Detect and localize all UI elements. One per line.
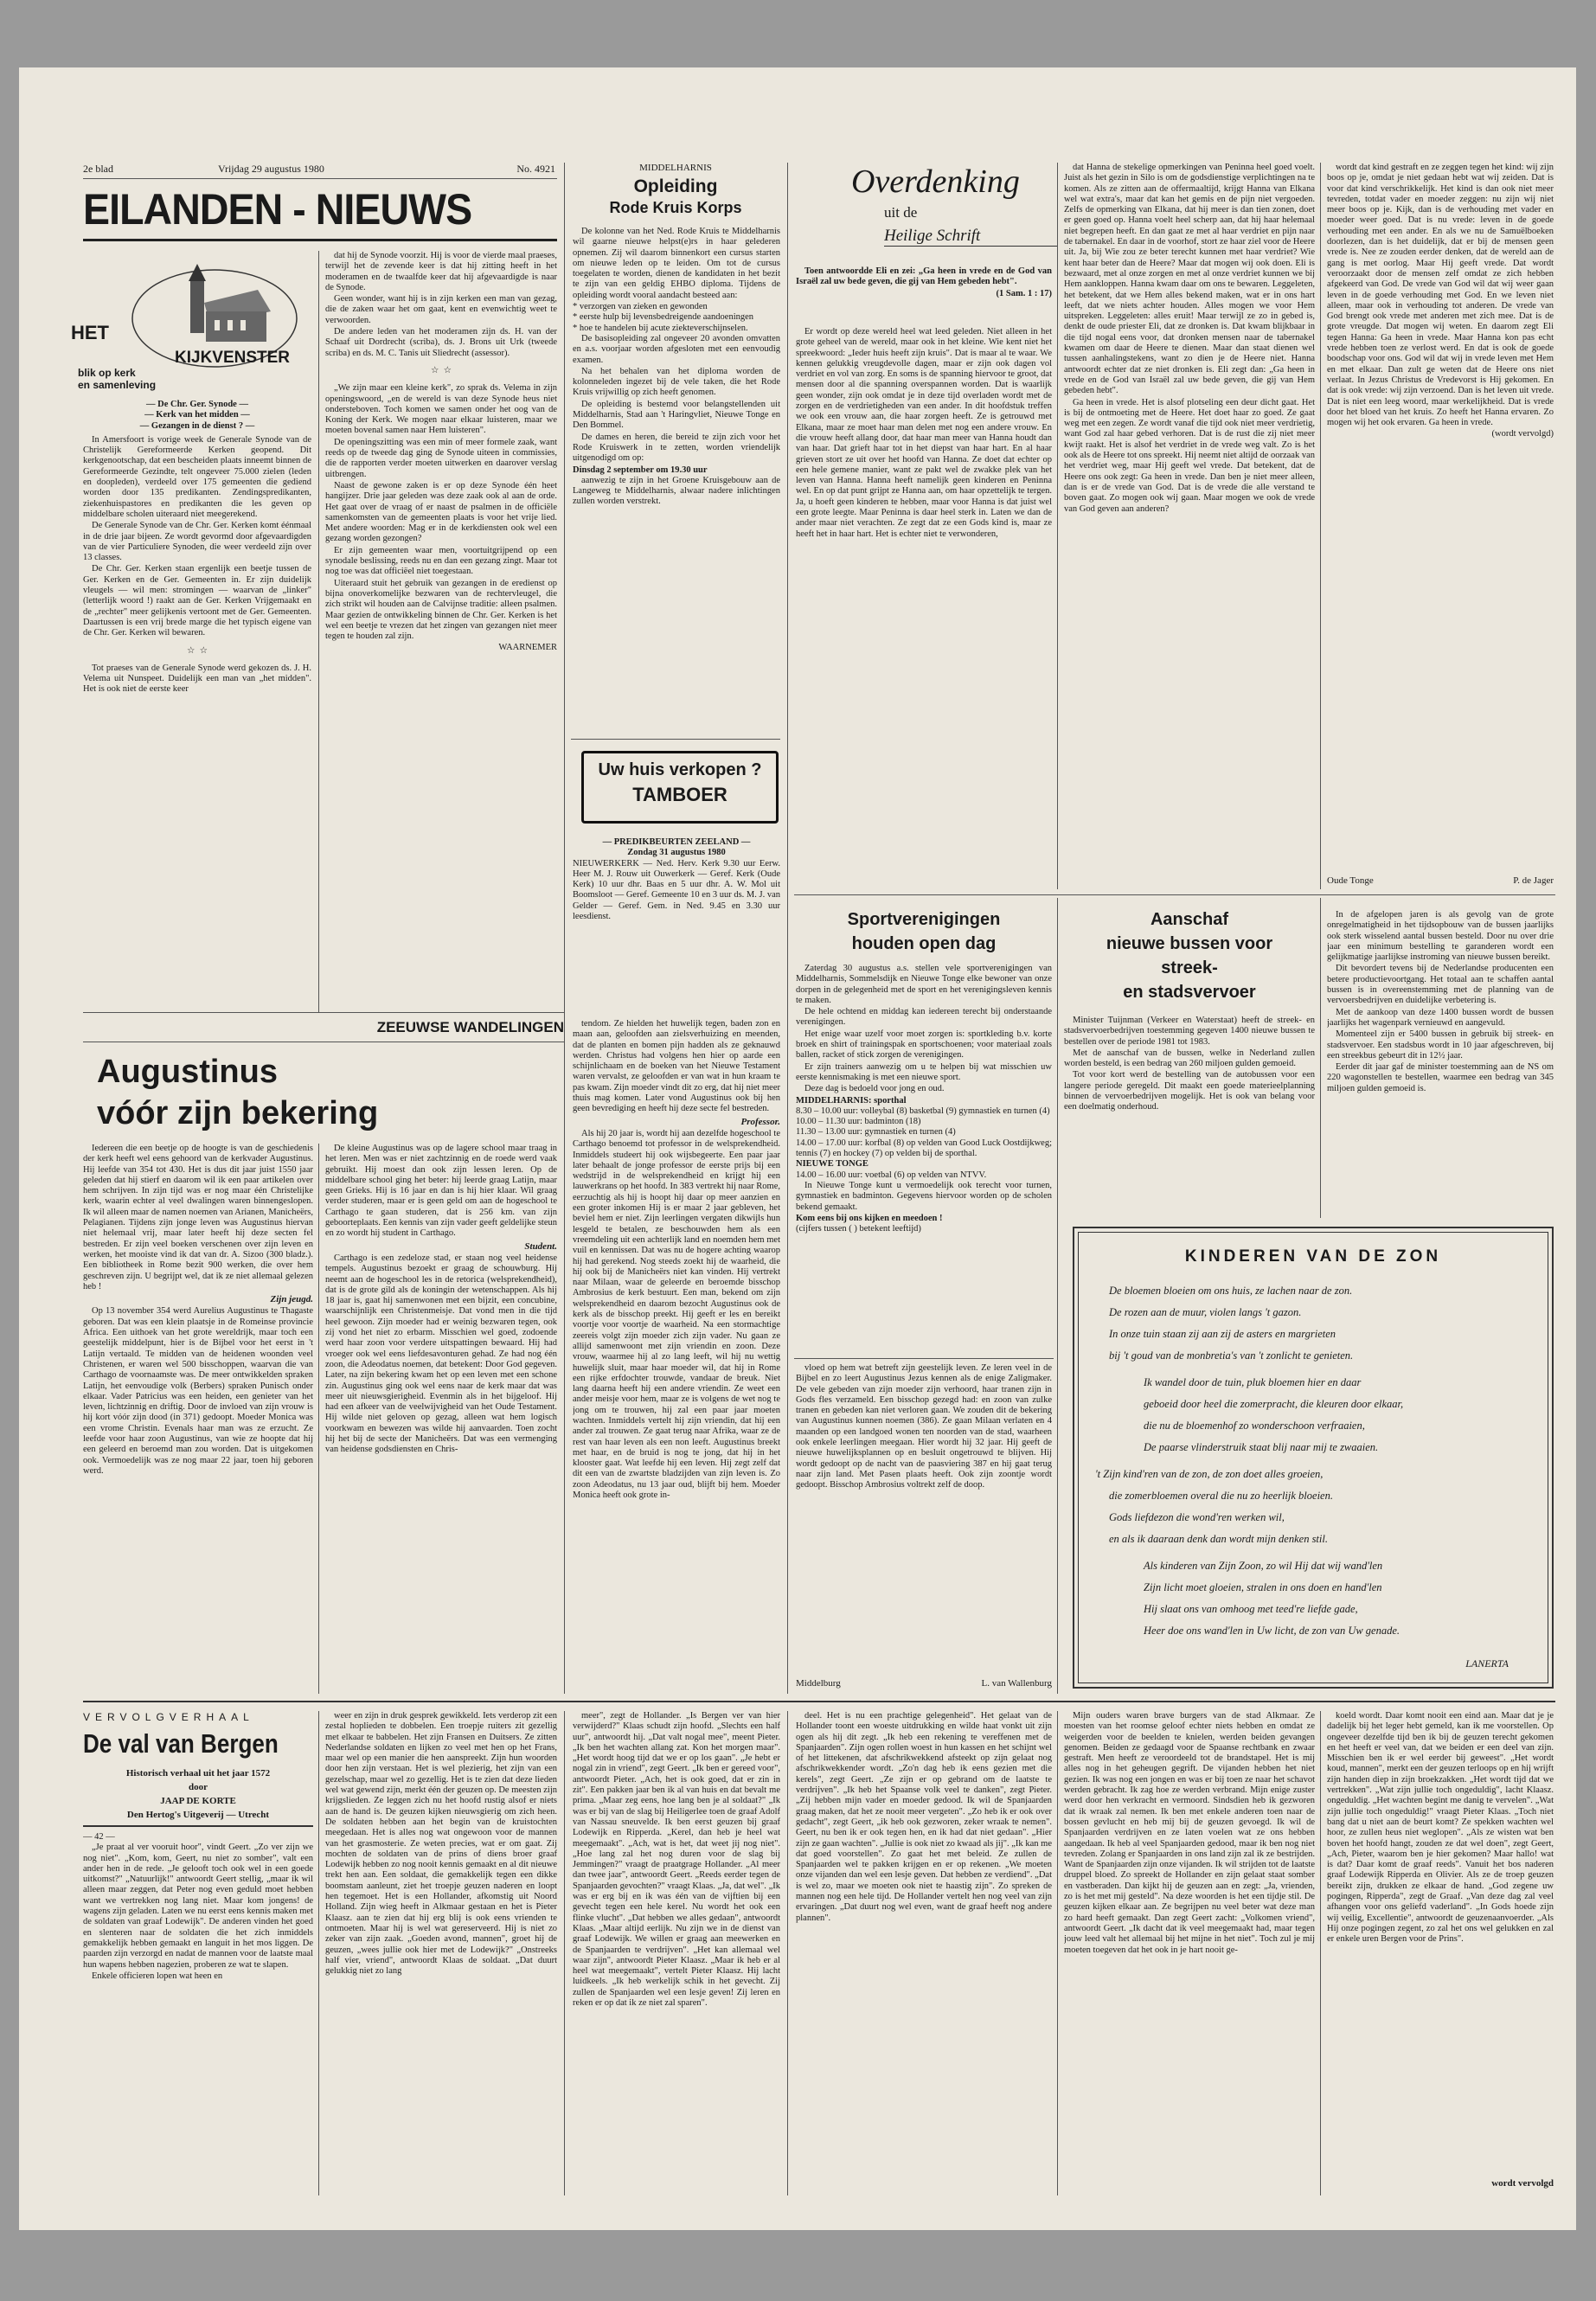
zeeuwse-place: Middelburg (796, 1678, 841, 1689)
synode-paragraph: De Chr. Ger. Kerken staan ergenlijk een beetje tussen de Ger. Kerken en de Ger. Gemeenten in. Er zijn duidelijk vleugels — wil men: stromingen — waarvan de „linker" (letterlijk woord !) raakt aan de Ger. Kerken Vrijgemaakt en de „rechter" meer gelijkenis vertoont met de Ger. Gemeenten. Daartussen is een vrij brede marge die het typisch eigene van de Chr. Ger. Kerken wil bewaren. (83, 564, 311, 638)
masthead-rule (83, 239, 557, 241)
synode-paragraph: Uiteraard stuit het gebruik van gezangen in de eredienst op bijna onoverkomelijke bezwaren van de rechtervleugel, die zich strikt wil houden aan de Calvijnse traditie: alleen psalmen. Maar gezien de ontwikkeling binnen de Chr. Ger. Kerken is het wel een beetje te vrezen dat het zingen van gezangen niet meer tegen te houden zal zijn. (325, 578, 557, 642)
bussen-title-1: Aanschaf (1150, 910, 1229, 929)
page-label: 2e blad (83, 163, 113, 175)
poem-author: LANERTA (1465, 1657, 1509, 1670)
serial-column-2 (325, 1711, 557, 2195)
poem-line: De rozen aan de muur, violen langs 't gazon. (1109, 1306, 1302, 1318)
bussen-paragraph: Eerder dit jaar gaf de minister toestemming aan de NS om 220 wagonstellen te bestellen, waarmee een bedrag van 345 miljoen gulden gemoeid is. (1327, 1062, 1554, 1093)
sport-invite: Kom eens bij ons kijken en meedoen ! (796, 1213, 943, 1223)
synode-paragraph: Naast de gewone zaken is er op deze Synode één heet hangijzer. Drie jaar geleden was deze zaak ook al aan de orde. Het gaat over de vraag of er naast de psalmen in de officiële samenkomsten van de gemeenten plaats is voor het vrije lied. Met andere woorden: Mag er in de kerkdiensten ook wel een gezang worden gezongen? (325, 480, 557, 544)
sport-body (796, 964, 1052, 1355)
overdenking-text: Er wordt op deze wereld heel wat leed geleden. Niet alleen in het grote geheel van de wereld, maar ook in het kleine. Wie kent niet het spreekwoord: „Ieder huis heeft zijn kruis". Dat is maar al te waar. We kennen gelukkig vreugdevolle dagen, maar er zijn ook dagen vol verdriet en vol van zorg. En soms is de spanning hiervoor te groot, dat mensen door al die spanning overspannen worden. Dat is waarlijk geen wonder, zijn ook omdat je in deze tijd overladen wordt met de zorgen en de verdrietigheden van een ander. In dit hoofdstuk treffen we ook een vrouw aan, die haar zorgen heeft. Ze is getrouwd met Elkana, maar ze moet haar man delen met nog een andere vrouw. En die vrouw heeft allang door, dat haar man meer van Hanna houdt dan van haar. Dat grieft haar tot in het diepst van haar hart. En al haar grieven stort ze uit over het hoofd van Hanna. Ze doet dat echter op een hele gemene manier, want ze pakt wel de zwakke plek van het leven van Hanna. Hanna heeft namelijk geen kinderen en Peninna wel. En op dat punt grijpt ze Hanna aan, om haar opzettelijk te tergen. Ja, u hoeft geen kinderen te hebben, maar voor Hanna is dat juist wel een grote leegte. Maar Peninna is daar heel sterk in. Laten we dan de ander maar niet verachten. Ze zegt dat ze een Gods kind is, maar ze heeft het in haar hart. Het is echter niet te verwonderen, (796, 327, 1052, 539)
bussen-paragraph: Met de aanschaf van de bussen, welke in Nederland zullen worden besteld, is een bedrag van 260 miljoen gulden gemoeid. (1064, 1048, 1315, 1069)
opleiding-bullet: * eerste hulp bij levensbedreigende aandoeningen (573, 312, 754, 323)
zeeuwse-subhead: Professor. (740, 1116, 780, 1127)
serial-column-1 (83, 1832, 313, 2195)
serial-door: door (189, 1782, 208, 1792)
bussen-column-1 (1064, 1016, 1315, 1215)
opleiding-title-2: Rode Kruis Korps (609, 199, 742, 216)
sport-title-2: houden open dag (851, 934, 997, 953)
kijkvenster-sub1: blik op kerk (78, 367, 136, 379)
masthead-title: EILANDEN - NIEUWS (83, 185, 472, 234)
predikbeurten-text: NIEUWERKERK — Ned. Herv. Kerk 9.30 uur Eerw. Heer M. J. Rouw uit Ouwerkerk — Geref. Kerk (Oude Kerk) 10 uur dhr. Baas en 5 uur dhr. A. W. Mol uit Boomsloot — Geref. Gemeente 10 en 3 uur ds. M. J. van Gelder — Geref. Gem. in Ned. 9.45 en 3.30 uur leesdienst. (573, 858, 780, 922)
sport-schedule-item: 14.00 – 17.00 uur: korfbal (8) op velden van Good Luck Oostdijkweg; tennis (7) en hockey (7) op velden bij de sporthal. (796, 1138, 1052, 1159)
sport-schedule-item: 10.00 – 11.30 uur: badminton (18) (796, 1117, 921, 1127)
newspaper-page (19, 67, 1576, 2230)
serial-text: Enkele officieren lopen wat heen en (92, 1971, 223, 1981)
poem-box (1073, 1227, 1554, 1689)
serial-text: „Je praat al ver vooruit hoor", vindt Geert. „Zo ver zijn we nog niet". „Kom, kom, Geert, nu niet zo somber", valt een ander hen in de rede. „Je gelooft toch ook wel in een goede uitkomst?" „Natuurlijk!" antwoordt Geert stellig, „maar ik wil alleen maar zeggen, dat Peter nog even geduld moet hebben want we vertrekken nog lang niet. Maar kom jongens! de wagens zijn geladen. Laten we nu eerst eens kennis maken met de soldaten van graaf Lodewijk". De anderen vinden het goed en slenteren naar de soldaten die het zich inmiddels gemakkelijk hebben gemaakt en languit in het mos liggen. De paarden zijn verzorgd en nadat de mannen voor de laatste maal hun wapens hebben nagezien, proberen ze wat te slapen. (83, 1843, 313, 1970)
zeeuwse-text: Iedereen die een beetje op de hoogte is van de geschiedenis der kerk heeft wel eens gehoord van de kerkvader Augustinus. Hij leefde van 354 tot 430. Het is dus dit jaar juist 1550 jaar geleden dat hij stierf en daarom wil ik een paar artikelen over hem schrijven. In zijn tijd was er nog maar één Christelijke kerk, waarin echter al veel dwalingen waren binnengeslopen. Ik wil alleen maar de namen noemen van Arianen, Manicheërs, Pelagianen. Tijdens zijn jonge leven was Augustinus hiervan niet helemaal vrij, maar later heeft hij deze secten fel bestreden. Er zijn veel boeken verschenen over zijn leven en werken, het mooiste vind ik dat van dr. A. Sizoo (300 bladz.). Een bibliotheek in Rome bezit 900 werken, die over hem geschreven zijn. U begrijpt wel, dat ik ze niet allemaal gelezen heb ! (83, 1144, 313, 1292)
bussen-paragraph: Tot voor kort werd de bestelling van de autobussen voor een langere periode geregeld. Dit maakt een goede materieelplanning binnen de vervoerbedrijven mogelijk. Het is ook van belang voor een doelmatig onderhoud. (1064, 1070, 1315, 1112)
overdenking-author: P. de Jager (1513, 875, 1554, 886)
column-rule (1320, 1711, 1321, 2195)
overdenking-text: dat Hanna de stekelige opmerkingen van Peninna heel goed voelt. Juist als het gezin in Silo is om de godsdienstige verplichtingen na te komen. Als ze zitten aan de offermaaltijd, krijgt Hanna van Elkana wel wat extra's, maar dat kan het gemis en de pijn niet vergoeden. Zelfs de opmerking van Elkana, dat hij meer is dan tien zonen, doet er geen goed op. Hanna voelt heel scherp aan, dat hij haar helemaal niet begrepen heeft. En dan gaat ze met al haar verdriet en pijn naar de tabernakel. En daar in de voorhof, stort ze haar ziel voor de Heere uit. Ja, bij Wie zou ze beter terecht kunnen met haar verdriet? Wie kent haar beter dan de Heere? Maar dat mogen wij ook doen. Eli is bezwaard, met al onze zorgen en met al onze verdriet kunnen we bij Hem aankloppen. Hanna kwam daar om ons te bewaren. Leggeleten, het betekent, dat we Hem alles bekend maken, wat er in ons hart leeft, dat we niets achter houden. Alles mogen we voor Hem uitspreken. Leggeleten: alles eruit! Maar terwijl ze zo in gebed is, denkt de oude priester Eli, dat ze dronken is. Dat kwam blijkbaar in die tijd nogal eens voor, dat dronken mensen naar de tabernakel kwamen om daar de Heere te dienen. Maar dan staat dienen wel tussen aanhalingstekens, want zo dien je de Heere niet. Hanna antwoordt echter dat ze niet dronken is. Eli zegt dan: „Ga heen in vrede en de God van Israël zal uw bede geven, die gij van Hem gebeden hebt". (1064, 163, 1315, 396)
zeeuwse-text: Carthago is een zedeloze stad, er staan nog veel heidense tempels. Augustinus bezoekt er graag de schouwburg. Hij neemt aan de hogeschool les in de retorica (welsprekendheid), dat is de grote gild als de koningin der wetenschappen. Als hij 18 jaar is, gaat hij samenwonen met een bijzit, een concubine, waarschijnlijk een Christenmeisje. Dat vond men in die tijd heel gewoon. Zijn moeder had er weinig bezwaren tegen, ook zij vond het niet zo erbarm. Misschien wel goed, zodoende werd haar zoon voor verdere uitspattingen bewaard. Hij had vroeger ook wel eens liefdesavonturen gehad. Ze had nog één zoon, die Adeodatus noemen, dat betekent: Door God gegeven. Later, na zijn bekering kwam het op een leven met een schone zin. Augustinus ging ook wel eens naar de kerk maar dat was meer uit nieuwsgierigheid. Evenmin als in het bijgeloof. Hij had een afkeer van de veelwijvigheid van het Oude Testament. Hij wilde niet geloven op gezag, alleen wat hem logisch voorkwam en bewezen was wilde hij aanvaarden. Toen zocht hij het bij de secte der Manicheërs. Dat was een vermenging van heidense godsdiensten en Chris- (325, 1253, 557, 1455)
poem-line: De bloemen bloeien om ons huis, ze lachen naar de zon. (1109, 1285, 1353, 1297)
poem-line: Heer doe ons wand'len in Uw licht, de zon van Uw genade. (1144, 1625, 1401, 1637)
column-rule (1320, 898, 1321, 1218)
synode-column-1 (83, 400, 311, 988)
synode-signature: WAARNEMER (498, 643, 557, 653)
poem-line: Hij slaat ons van omhoog met teed're liefde gade, (1144, 1603, 1358, 1615)
sport-note: (cijfers tussen ( ) betekent leeftijd) (796, 1224, 921, 1234)
poem-line: en als ik daaraan denk dan wordt mijn denken stil. (1109, 1533, 1328, 1545)
bussen-column-2 (1327, 910, 1554, 1218)
synode-heading-2: — Kerk van het midden — (144, 410, 250, 420)
serial-publisher: Den Hertog's Uitgeverij — Utrecht (126, 1810, 270, 1820)
bussen-title-2: nieuwe bussen voor (1106, 934, 1273, 953)
overdenking-vervolg: (wordt vervolgd) (1491, 429, 1554, 439)
synode-paragraph: De Generale Synode van de Chr. Ger. Kerken komt éénmaal in de drie jaar bijeen. Ze wordt gevormd door afgevaardigden van de vier Particuliere Synoden, die weer verdeeld zijn over 13 classes. (83, 521, 311, 563)
poem-line: Ik wandel door de tuin, pluk bloemen hier en daar (1144, 1376, 1362, 1388)
bussen-paragraph: Met de aankoop van deze 1400 bussen wordt de bussen jaarlijks het wagenpark vernieuwd en aangevuld. (1327, 1007, 1554, 1028)
section-stars: ☆ ☆ (430, 365, 452, 375)
overdenking-uit-de: uit de (884, 204, 918, 221)
zeeuwse-subhead: Student. (524, 1240, 557, 1252)
opleiding-body (573, 227, 780, 685)
serial-text: meer", zegt de Hollander. „Is Bergen ver van hier verwijderd?" Klaas schudt zijn hoofd. „Slechts een half uur", antwoordt hij. „Dat valt nogal mee", meent Pieter. „Ik ben het wachten allang zat. Kon het morgen maar". „Het wordt hoog tijd dat we er op los gaan". „Je hebt er nogal zin in vriend", zegt Geert. „Ik ben er gereed voor", antwoordt Pieter. „Ach, het is ook goed, dat er zin in zit". Een pakken jaar ben ik al van huis en dat bevalt me prima. „Maar zeg eens, hoe lang ben je al soldaat?" „Ik was er bij van de slag bij Heiligerlee toen de graaf Adolf van Nassau sneuvelde. Ik ben eerst geuzen bij graaf Lodewijk en Ripperda. „Kerel, dan heb je heel wat meegemaakt". „Ach, wat is het, dat weet jij nog niet". „Hoe lang zal het nog duren voor de slag bij Jemmingen?" vraagt de praatgrage Hollander. „Al meer dan twee jaar", antwoordt Geert. „Reeds eerder tegen de Spanjaarden gevochten?" vraagt Klaas. „Ja, dat wel". „Ik was er erg bij en ik was één van de vijftien bij een gevecht tegen een hele kerel. Nu wordt het ook een flinke vlucht". „Dat hebben we alles gedaan", antwoordt Klaas. „Maar altijd eerlijk. Nu zijn we in de dienst van graaf Lodewijk. We willen er graag aan meewerken en de Spanjaarden te verdrijven". „Het kan allemaal wel waar zijn", antwoordt Pieter Klaasz. „Maar ik heb er al heel wat meegemaakt", vertelt Pieter Klaasz. Hij lacht luidkeels. „Ik heb werkelijk schik in het gevecht. Zij zullen de Spanjaarden wel een lesje geven! Zij leren en reken er op dat ik ze niet zal sparen". (573, 1711, 780, 2009)
overdenking-subtitle: Heilige Schrift (884, 227, 1057, 247)
sport-paragraph: Zaterdag 30 augustus a.s. stellen vele sportverenigingen van Middelharnis, Sommelsdijk en Nieuwe Tonge elke bewoner van onze dorpen in de gelegenheid met de sport en het verenigingsleven kennis te maken. (796, 964, 1052, 1005)
sport-schedule-item: 11.30 – 13.00 uur: gymnastiek en turnen (4) (796, 1127, 956, 1138)
section-rule (83, 1825, 313, 1827)
opleiding-date: Dinsdag 2 september om 19.30 uur (573, 465, 708, 475)
poem-line: 't Zijn kind'ren van de zon, de zon doet alles groeien, (1095, 1468, 1324, 1480)
overdenking-place: Oude Tonge (1327, 875, 1374, 886)
synode-paragraph: Tot praeses van de Generale Synode werd gekozen ds. J. H. Velema uit Nunspeet. Duidelijk een man van „het midden". Het is ook niet de eerste keer (83, 663, 311, 695)
zeeuwse-text: vloed op hem wat betreft zijn geestelijk leven. Ze leren veel in de Bijbel en zo leert Augustinus Jezus kennen als de enige Zaligmaker. De vele gebeden van zijn moeder zijn verhoord, haar tranen zijn in Gods fles verzameld. Een bisschop gezegd had: en zoon van zulke tranen en gebeden kan niet verloren gaan. We zouden dit de bekering van Augustinus kunnen noemen (386). Ze gaan Milaan verlaten en 4 maanden op een landgoed wonen ten noorden van de stad, waarheen ook enkele leerlingen meegaan. Hier wordt hij 32 jaar. Hij geeft de nieuwe huwelijksplannen op en besluit ongetrouwd te blijven. Hij wordt gedoopt op de nacht van de paasviering 387 en hij gaat terug naar zijn land. Met Pasen plaats heeft. Ook zijn zoontje wordt gedoopt. Bisschop Ambrosius voltrekt zelf de doop. (796, 1363, 1052, 1490)
sport-schedule-item: 14.00 – 16.00 uur: voetbal (6) op velden van NTVV. (796, 1170, 987, 1180)
zeeuwse-column-3 (573, 1019, 780, 1676)
poem-title: KINDEREN VAN DE ZON (1184, 1247, 1442, 1266)
opleiding-bullet: * verzorgen van zieken en gewonden (573, 302, 708, 312)
poem-line: In onze tuin staan zij aan zij de asters en margrieten (1109, 1328, 1336, 1340)
synode-heading-1: — De Chr. Ger. Synode — (146, 400, 248, 409)
section-rule (83, 1701, 1555, 1702)
section-rule (571, 739, 780, 740)
bussen-paragraph: Momenteel zijn er 5400 bussen in gebruik bij streek- en stadsvervoer. Een stadsbus wordt in 10 jaar afgeschreven, bij een streekbus gebeurt dit in 12½ jaar. (1327, 1029, 1554, 1061)
kijkvenster-sub2: en samenleving (78, 379, 157, 391)
opleiding-paragraph: Na het behalen van het diploma worden de kolonneleden ingezet bij de vele taken, die het Rode Kruis vrijwillig op zich heeft genomen. (573, 366, 780, 398)
sport-paragraph: Het enige waar uzelf voor moet zorgen is: sportkleding b.v. korte broek en shirt of trainingspak en sportschoenen; voor materiaal zoals ballen, racket of stick zorgen de verenigingen. (796, 1029, 1052, 1061)
section-rule (794, 1358, 1054, 1359)
section-stars: ☆ ☆ (186, 645, 208, 656)
zeeuwse-text: Als hij 20 jaar is, wordt hij aan dezelfde hogeschool te Carthago benoemd tot professor in de welsprekendheid. Inmiddels studeert hij ook wijsbegeerte. Een paar jaar later behaalt de jonge professor de eerste prijs bij een wedstrijd in de welsprekendheid en krijgt hij een lauwerkrans op het hoofd. In 383 vertrekt hij naar Rome, eerzuchtig als hij is hoopt hij daar op meer aanzien en een groter inkomen Hij is er maar 2 jaar gebleven, het beviel hem er niet. Zijn leerlingen vergaten dikwijls hun lesgeld te betalen, ze beschouwden hem als een vreemdeling uit een achterlijk land en noemden hem met vuil en kennissen. Dat was nu de hogere achting waarop hij had gerekend. Nog steeds zoekt hij de waarheid, die hij ook bij de Manicheërs niet kan vinden. Hij vertrekt naar Milaan, waar de geleerde en beroemde bisschop Ambrosius de kerk bestuurt. Een man, bekend om zijn welsprekendheid en daarom bezocht Augustinus ook de kerk als de bisschop preekt. Hij geeft er les en bereikt voortje voor voortje de waarheid. Na een stormachtige zeereis volgt zijn moeder zich zijn vader. Nu gaan ze allijd samenwoont met zijn vriendin en zoon. Deze vrouw, waarmee hij al zo lang leeft, wil hij nu wettig huwelijk sluit, maar haar moeder wil, dat hij in Rome een rijke erfdochter trouwde, vandaar de breuk. Niet lang daarna heeft hij een andere vriendin. Ze weet een ander meisje voor hem, maar ze is volgens de wet nog te jong om te trouwen, hij zal een paar jaar moeten wachten. Inmiddels vertelt hij zijn vriendin, dat hij een ander zal trouwen. Ze gaat terug naar Afrika, waar ze de rest van haar leven als een non leeft. Augustinus breekt met haar, en de bruid is nog te jong, dat hij in het klooster gaat. Wat leefde hij een leven. Hij zegt zelf dat dit een van de zwartste bladzijden van zijn leven is. Zo zoon Adeodatus, nu 13 jaar oud, blijft bij hem. Moeder Monica heeft ook grote in- (573, 1128, 780, 1501)
column-rule (1057, 163, 1058, 889)
opleiding-title-1: Opleiding (633, 176, 718, 196)
column-rule (787, 163, 788, 1694)
sport-heading: NIEUWE TONGE (796, 1159, 869, 1170)
tamboer-ad-line-1: Uw huis verkopen ? (598, 760, 762, 779)
serial-text: koeld wordt. Daar komt nooit een eind aan. Maar dat je je dadelijk bij het leger hebt gemeld, kan ik me voorstellen. Op ongeveer dezelfde tijd ben ik bij de geuzen terecht gekomen en het heeft er veel van, dat we beiden er een deel van zijn. Misschien ben ik er wel eerder bij geweest". „Het wordt koud, mannen", merkt een der geuzen terloops op en hij wrijft zijn handen diep in zijn broekzakken. „Het wordt tijd dat we vertrekken". „Wat zijn jullie toch ongeduldig", lacht Klaasz. ongeduldig. „Het wachten begint me danig te vervelen". „Wat zijn jullie toch ongeduldig!" vraagt Pieter Klaas. „Toch niet bang dat u niet aan de beurt komt? Ze spekken wachten wel hoor, ze zullen heus niet weglopen". „Als ze wisten wat ben boven het hoofd hangt, zouden ze dat wel doen", zegt Geert, „Ach, Pieter, waarom ben je hier gekomen? Maar hallo! wat is dat? Daar komt de graaf reeds". Vanuit het bos naderen graaf Lodewijk Ripperda en Olivier. Als ze de troep geuzen bereikt zijn, drukken ze elkaar de hand. „God zegene uw pogingen, Ripperda", zegt de Graaf. „Van deze dag zal veel afhangen voor ons geliefd vaderland". „In Gods hoede zijn wij veilig, Excellentie", antwoordt de geuzenaanvoerder. „Als Hij onze pogingen zegent, zo zal het ons wel gelukken en zal er enkele uren Bergen voor de Prins". (1327, 1711, 1554, 1945)
overdenking-column-1 (796, 327, 1052, 898)
kijkvenster-het: HET (71, 322, 109, 343)
poem-line: Als kinderen van Zijn Zoon, zo wil Hij dat wij wand'len (1144, 1560, 1383, 1572)
column-rule (1320, 163, 1321, 889)
overdenking-quote-text: Toen antwoordde Eli en zei: „Ga heen in vrede en de God van Israël zal uw bede geven, die gij van Hem gebeden hebt". (796, 266, 1052, 287)
serial-text: weer en zijn in druk gesprek gewikkeld. Iets verderop zit een zestal hoplieden te dobbelen. Een troepje ruiters zit gezellig met elkaar te babbelen. Het zijn Fransen en Duitsers. Ze zitten Nederlandse soldaten en lijken zo veel met hen op het Frans, maar wel op een manier die hen aanspreekt. Zijn hun woorden door hen zijn verstaan. Het is wel plezierig, het zijn van een gezelschap, maar wel zo gezellig. Het is te zien dat deze lieden wel wat gewend zijn, merkt één der geuzen op. De meesten zijn krijgslieden. Ze leggen zich nu het hoofd rustig alsof er niets aan de hand is. De geuzen kijken nieuwsgierig om zich heen. De soldaten hebben aan het begin van de kruistochten meegedaan. Het is alles nog wat ongewoon voor de mannen van het grasmosterie. Ze weten precies, wat er om gaat. Zij mochten de soldaten van de prins of diens broer graaf Lodewijk hebben zo nog nooit kennis gemaakt en al dit nieuwe trekt hen aan. Een soldaat, die gemakkelijk tegen een dikke boomstam aanleunt, ziet het troepje geuzen naderen en loopt hen tegemoet. Het is een Hollander, afkomstig uit Noord Holland. Zijn wieg heeft in Alkmaar gestaan en het is Pieter Klaasz. aan te zien dat hij erg blij is ook eens vrienden te ontmoeten. Maar hij is wel wat gereserveerd. Hij is niet zo zeker van zijn zaak. „Goeden avond, mannen", groet hij de geuzen, „wees jullie ook hier met de Lodewijk?" „Onstreeks half vier, vriend", antwoordt Klaas de soldaat. „Dat duurt gelukkig niet zo lang (325, 1711, 557, 1977)
serial-title: De val van Bergen (83, 1728, 279, 1759)
predikbeurten (573, 837, 780, 1010)
opleiding-paragraph: De kolonne van het Ned. Rode Kruis te Middelharnis wil gaarne nieuwe helpst(e)rs in haar gelederen opnemen. Zij wil daarom binnenkort een cursus starten om nieuwe leden op te leiden. Om tot de cursus toegelaten te worden, dienen de kandidaten in het bezit te zijn van een geldig EHBO diploma. Tijdens de opleiding wordt vooral aandacht besteed aan: (573, 227, 780, 300)
issue-date: Vrijdag 29 augustus 1980 (218, 163, 324, 175)
serial-text: deel. Het is nu een prachtige gelegenheid". Het gelaat van de Hollander toont een woeste uitdrukking en wilde haat vonkt uit zijn ogen als hij dit zegt. „Ik heb een rekening te vereffenen met de Spanjaarden". Zijn ogen rollen woest in hun kassen en het schijnt wel of het littekenen, dat afschrikwekkend afsteekt op zijn gelaat nog afschrikwekkender wordt. „Zo'n dag heb ik eens gezien met die kerels", zegt Geert. „Ze zijn er op gebrand om de laatste te verdrijven". „Ik heb het Spaanse volk veel te danken", zegt Pieter. „Zij hebben mijn vader en moeder gedood. Ik wil de Spanjaarden graag maken, dat het ze nooit meer vergeten". „Zo heb ik er ook over gedacht", zegt Geert, „ik heb ook gezworen, zeker wraak te nemen". Geert, nu ben ik er ook tegen hen, en ik had dat niet gedaan". „Hier zijn ze gaan wachten". „Jullie is ook niet zo kwaad als jij". „Ik kan me dat goed voorstellen". Zo gaat het met beleid. Ze zullen de Spanjaarden wel te pakken krijgen en er op rekenen. „We moeten onze vijanden dan wel een lesje geven. Dat hebben ze verdiend". „Dat is wel zo, maar we moeten ook niet te haastig zijn". Zo spreken de mannen nog een hele tijd. De Hollander vertelt hen nog veel van zijn ervaringen. „Dat duurt nog wel even, want de graaf heeft nog andere plannen". (796, 1711, 1052, 1923)
synode-paragraph: De andere leden van het moderamen zijn ds. H. van der Schaaf uit Dordrecht (scriba), ds. J. Brons uit Urk (tweede scriba) en ds. M. C. Tanis uit Sliedrecht (assessor). (325, 327, 557, 358)
sport-paragraph: De hele ochtend en middag kan iedereen terecht bij onderstaande verenigingen. (796, 1007, 1052, 1028)
section-rule (83, 1012, 564, 1013)
zeeuwse-subhead: Zijn jeugd. (270, 1294, 313, 1305)
serial-vervolg: wordt vervolgd (1491, 2178, 1554, 2189)
column-rule (1057, 898, 1058, 1694)
zeeuwse-column-4 (796, 1363, 1052, 1675)
kijkvenster-name: KIJKVENSTER (175, 349, 291, 367)
poem-line: De paarse vlinderstruik staat blij naar mij te zwaaien. (1144, 1441, 1379, 1453)
issue-number: No. 4921 (516, 163, 555, 175)
column-rule (564, 163, 565, 1694)
poem-line: geboeid door heel die zomerpracht, die kleuren door elkaar, (1144, 1398, 1404, 1410)
opleiding-paragraph: aanwezig te zijn in het Groene Kruisgebouw aan de Langeweg te Middelharnis, alwaar nadere inlichtingen zullen worden verstrekt. (573, 475, 780, 507)
tamboer-ad-line-2: TAMBOER (632, 784, 727, 805)
column-rule (318, 1144, 319, 1694)
poem-line: die nu de bloemenhof zo wonderschoon verfraaien, (1144, 1420, 1365, 1432)
poem-line: die zomerbloemen overal die nu zo heerlijk bloeien. (1109, 1490, 1333, 1502)
column-rule (1057, 1711, 1058, 2195)
tamboer-ad[interactable] (581, 751, 779, 824)
zeeuwse-text: De kleine Augustinus was op de lagere school maar traag in het leren. Men was er niet zachtzinnig en de roede werd vaak gebruikt. Hij moest dan ook zijn lessen leren. Op de middelbare school ging het beter: hij leerde graag Latijn, maar geen Grieks. Hij is 16 jaar en dan is hij hier klaar. Wil graag verder studeren, maar er is geen geld om aan de hogeschool te Carthago te gaan studeren, dat is 256 km. van zijn geboorteplaats. Een kennis van zijn vader geeft geldelijke steun en zo wordt hij student in Carthago. (325, 1144, 557, 1239)
zeeuwse-kicker: ZEEUWSE WANDELINGEN (376, 1019, 564, 1035)
serial-column-6 (1327, 1711, 1554, 2170)
bussen-paragraph: Dit bevordert tevens bij de Nederlandse producenten een betere productievoortgang. Het totaal aan te schaffen aantal bussen is in overeenstemming met de planning van de vervoersbedrijven en duidelijke verbetering is. (1327, 964, 1554, 1006)
predikbeurten-heading: — PREDIKBEURTEN ZEELAND — (602, 837, 751, 847)
synode-paragraph: Geen wonder, want hij is in zijn kerken een man van gezag, die de zaken waar het om gaat, kent en evenwichtig weet te verwoorden. (325, 294, 557, 325)
serial-column-5 (1064, 1711, 1315, 2195)
opleiding-location: MIDDELHARNIS (639, 163, 712, 173)
overdenking-reference: (1 Sam. 1 : 17) (996, 288, 1052, 298)
overdenking-text: wordt dat kind gestraft en ze zeggen tegen het kind: wij zijn boos op je, omdat je niet gedaan hebt wat wij zeiden. Dat is voor dat kind verschrikkelijk. Het kind is dan ook niet meer tevreden, totdat vader en moeder zeggen: nu zijn wij niet meer boos op je. Kijk, dan is de verhouding met vader en moeder weer goed. Dat is nu vrede: leven in de goede verhouding met een ander. En als we nu de Samuëlboeken doorlezen, dan is het duidelijk, dat er bij de mensen geen vrede is. Nee ze zouden eerder denken, dat de wereld aan de gang is met oorlog. Maar Hij geeft vrede. Dat wordt veroorzaakt door de mensen zelf omdat ze zich hebben afgekeerd van God. De vrede van God wil dat wij weer gaan leven in de goede verhouding met God. En we leven niet alleen, maar ook in verhouding tot anderen. De vrede van God brengt ook vrede met anderen met zich mee. Dat is de grote vreugde. Dat mogen wij weten. En daarom zegt Eli tegen Hanna: Ga heen in vrede. Maar Hanna kon pas echt vrede hebben toen ze verlost werd. En dat is ook de goede boodschap voor ons. God wil dat wij in vrede leven met Hem en met elkaar. Dan zult ge weten dat de Heere ons niet verlaat. In Jezus Christus de Vredevorst is Hij gekomen. En dat is ook vrede: wij zijn verzoend. Dan is het leven uit vrede. Dat is niet een leeg woord, maar werkelijkheid. Dat is vrede door het bloed van het kruis. Zo heeft het Hanna ervaren. Zo mogen wij het ook ervaren. Ga heen in vrede. (1327, 163, 1554, 428)
synode-paragraph: „We zijn maar een kleine kerk", zo sprak ds. Velema in zijn openingswoord, „en de wereld is van deze Synode heus niet ondersteboven. Toch komen we samen onder het oog van de Koning der Kerk. We mogen naar elkaar luisteren, maar we moeten bovenal samen naar Hem luisteren". (325, 383, 557, 436)
column-rule (318, 1711, 319, 2195)
zeeuwse-text: Op 13 november 354 werd Aurelius Augustinus te Thagaste geboren. Dat was een klein plaatsje in de Romeinse provincie Africa. Een uithoek van het grote wereldrijk, maar toch een geestelijk middelpunt, hier is de Bijbel voor het eerst in 't Latijn vertaald. Te midden van de heidenen woonden veel Christenen, er waren wel 500 bisschoppen, waarvan die van Carthago de voornaamste was. De meer ontwikkelden spraken Latijn, het eenvoudige volk (Berbers) spraken Punisch onder elkaar. Vader Patricius was een heiden, een genieter van het leven, lichtzinnig en driftig. Door de invloed van zijn vrouw is hij kort vóór zijn dood (in 371) gedoopt. Moeder Monica was een vrome Christin. Evenals haar man was ze erzucht. Ze leefde voor haar zoon Augustinus, van wie ze hoopte dat hij een geleerd en beroemd man zou worden. Dat is uitgekomen ook. Vermoedelijk was ze nog maar 22 jaar, toen hij geboren werd. (83, 1306, 313, 1476)
zeeuwse-author: L. van Wallenburg (981, 1678, 1052, 1689)
zeeuwse-title-2: vóór zijn bekering (97, 1095, 379, 1131)
serial-column-4 (796, 1711, 1052, 2195)
serial-text: Mijn ouders waren brave burgers van de stad Alkmaar. Ze moesten van het roomse geloof echter niets hebben en omdat ze weigerden voor de beelden te knielen, werden beiden gevangen genomen. Beiden ze gedaagd voor de Spaanse rechtbank en zwaar gestraft. Men heeft ze veroordeeld tot de brandstapel. Het is mij alles nog in het geheugen gegrift. De vijanden hebben het niet gezien. Ik was nog een jongen en was er bij toen ze naar het schavot werden gebracht. Ik zag hoe ze werden verbrand. Mijn enige zuster werd door hen verkracht en vermoord. Sindsdien heb ik gezworen dat ik wraak zal nemen. Ik ben met enkele anderen toen naar de bossen gevlucht en heb mij bij de geuzen gevoegd. Ik wil de Spanjaarden verdrijven en ze laten voelen wat ze ons hebben aangedaan. Ik heb al veel Spanjaarden gedood, maar ik ben nog niet tevreden. Zolang er Spanjaarden in ons land zijn zal ik ze bestrijden. Want de Spanjaarden zijn onze vijanden. Ik wil strijden tot de laatste druppel bloed. Zo spreekt de Hollander en zijn gelaat staat somber en vastberaden. Dan kijkt hij de geuzen aan en zegt: „Ja, vrienden, zo is het met mij gesteld". Na deze woorden is het een tijdje stil. De geuzen kijken elkaar aan. Ze begrijpen nu veel beter wat deze man zo hard heeft gemaakt. Dan zegt Geert zacht: „Volkomen vriend", antwoordt Geert. „Ik dacht dat ik veel meegemaakt had, maar tegen jouw leed valt het allemaal bij het mijne in het niet". Toch zul je mij moeten toegeven dat het ook in je hart nooit ge- (1064, 1711, 1315, 1955)
poem-line: Gods liefdezon die wond'ren werken wil, (1109, 1511, 1285, 1523)
zeeuwse-text: tendom. Ze hielden het huwelijk tegen, baden zon en maan aan, geloofden aan zielsverhuizing en meenden, dat de planten en bomen pijn hadden als ze geknauwd werden. Christus had volgens hen hier op aarde een schijnlichaam en de boeken van het Nieuwe Testament waren vervalst, ze geloofden er van wat in hun kraam te pas kwam. Zijn moeder vindt dit zo erg, dat hij niet meer thuis mag komen. Later vond Augustinus ook bij hen geen bevrediging en heeft hij deze secte fel bestreden. (573, 1019, 780, 1114)
predikbeurten-date: Zondag 31 augustus 1980 (627, 848, 726, 858)
sport-title-1: Sportverenigingen (847, 910, 1001, 929)
serial-author: JAAP DE KORTE (160, 1796, 236, 1806)
overdenking-quote (796, 266, 1052, 299)
zeeuwse-column-1 (83, 1144, 313, 1694)
bussen-title-3: streek- (1161, 958, 1218, 977)
sport-paragraph: Deze dag is bedoeld voor jong en oud. (804, 1084, 945, 1094)
overdenking-title: Overdenking (851, 163, 1020, 200)
zeeuwse-title-1: Augustinus (97, 1054, 278, 1090)
sport-heading: MIDDELHARNIS: (796, 1095, 872, 1106)
overdenking-column-2 (1064, 163, 1315, 889)
column-rule (787, 1711, 788, 2195)
synode-paragraph: De openingszitting was een min of meer formele zaak, want reeds op de tweede dag ging de Synode uiteen in commissies, die de rapporten verder moeten uitwerken en daarover verslag uitbrengen. (325, 437, 557, 479)
overdenking-text: Ga heen in vrede. Het is alsof plotseling een deur dicht gaat. Het is bij de ontmoeting met de Heere. Het doet haar zo goed. Ze gaat weg met een zegen. Ze wordt vanaf die tijd ook niet meer verdrietig, want God zal haar gebed verhoren. Dat is de rust die zij niet meer kwijt raakt. Het is alsof het verdriet in de vrede weg valt. Zo is het ook als de Heere tot ons spreekt. Hij neemt niet altijd de oorzaak van het verdriet weg, maar Hij geeft wel vrede. Dat betekent, dat de Heere ons ook zegt: Ga heen in vrede. Dan ben je niet meer alleen, dan is er de vrede van God. Dat is de vrede die alle verstand te boven gaat. Zo mogen ook wij gaan. Maar mogen we ook de vrede van God geven aan anderen? (1064, 397, 1315, 514)
bussen-paragraph: In de afgelopen jaren is als gevolg van de grote onregelmatigheid in het tijdsopbouw van de bussen jaarlijks ook sterk wisselend aantal bussen besteld. Door nu over drie jaar een minimum bestelling te garanderen wordt een gelijkmatige jaarlijkse instroming van nieuwe bussen bereikt. (1327, 910, 1554, 963)
serial-kicker: VERVOLGVERHAAL (83, 1711, 254, 1723)
zeeuwse-column-2 (325, 1144, 557, 1694)
serial-subtitle: Historisch verhaal uit het jaar 1572 (125, 1768, 271, 1779)
overdenking-column-3 (1327, 163, 1554, 855)
header-rule (83, 178, 557, 179)
opleiding-paragraph: De opleiding is bestemd voor belangstellenden uit Middelharnis, Stad aan 't Haringvliet, Nieuwe Tonge en Den Bommel. (573, 399, 780, 431)
sport-schedule-item: 8.30 – 10.00 uur: volleybal (8) basketbal (9) gymnastiek en turnen (4) (796, 1106, 1050, 1116)
opleiding-paragraph: De basisopleiding zal ongeveer 20 avonden omvatten en a.s. voorjaar worden afgesloten met een eenvoudig examen. (573, 333, 780, 365)
opleiding-paragraph: De dames en heren, die bereid te zijn zich voor het Rode Kruiswerk in te zetten, worden vriendelijk uitgenodigd om op: (573, 432, 780, 464)
serial-column-3 (573, 1711, 780, 2195)
poem-line: bij 't goud van de monbretia's van 't zonlicht te genieten. (1109, 1349, 1354, 1362)
bussen-paragraph: Minister Tuijnman (Verkeer en Waterstaat) heeft de streek- en stadsvervoerbedrijven toestemming gegeven 1400 nieuwe bussen te bestellen over de periode 1981 tot 1983. (1064, 1016, 1315, 1047)
poem-line: Zijn licht moet gloeien, stralen in ons doen en hand'len (1144, 1581, 1382, 1593)
synode-paragraph: In Amersfoort is vorige week de Generale Synode van de Christelijk Gereformeerde Kerken geopend. Dit kerkgenootschap, dat een bescheiden plaats inneemt binnen de Gereformeerde Gezindte, telt ongeveer 75.000 zielen (leden en doopleden), verdeeld over 175 gemeenten die gediend worden door 135 predikanten. Zendingspredikanten, ziekenhuispastores en predikanten die les geven op middelbare scholen uiteraard niet meegerekend. (83, 434, 311, 519)
section-rule (794, 894, 1555, 895)
sport-heading-place: sporthal (874, 1095, 907, 1106)
poem-body (1095, 1280, 1524, 1642)
sport-paragraph: Er zijn trainers aanwezig om u te helpen bij wat misschien uw eerste kennismaking is met een nieuwe sport. (796, 1061, 1052, 1082)
column-rule (564, 1711, 565, 2195)
serial-number: — 42 — (83, 1832, 115, 1842)
synode-paragraph: Er zijn gemeenten waar men, voortuitgrijpend op een synodale beslissing, reeds nu en dan een gezang zingt. Maar tot nog toe was dat officiëel niet toegestaan. (325, 545, 557, 577)
column-rule (318, 251, 319, 1012)
sport-paragraph: In Nieuwe Tonge kunt u vermoedelijk ook terecht voor turnen, gymnastiek en badminton. Gegevens hiervoor worden op de scholen bekend gemaakt. (796, 1180, 1052, 1212)
bussen-title-4: en stadsvervoer (1123, 983, 1256, 1002)
synode-column-2 (325, 251, 557, 995)
synode-heading-3: — Gezangen in de dienst ? — (139, 420, 255, 431)
synode-paragraph: dat hij de Synode voorzit. Hij is voor de vierde maal praeses, terwijl het de zevende keer is dat hij zitting heeft in het moderamen en de twaalfde keer dat hij afgevaardigde is naar de Synode. (325, 251, 557, 292)
opleiding-bullet: * hoe te handelen bij acute ziekteverschijnselen. (573, 323, 748, 333)
